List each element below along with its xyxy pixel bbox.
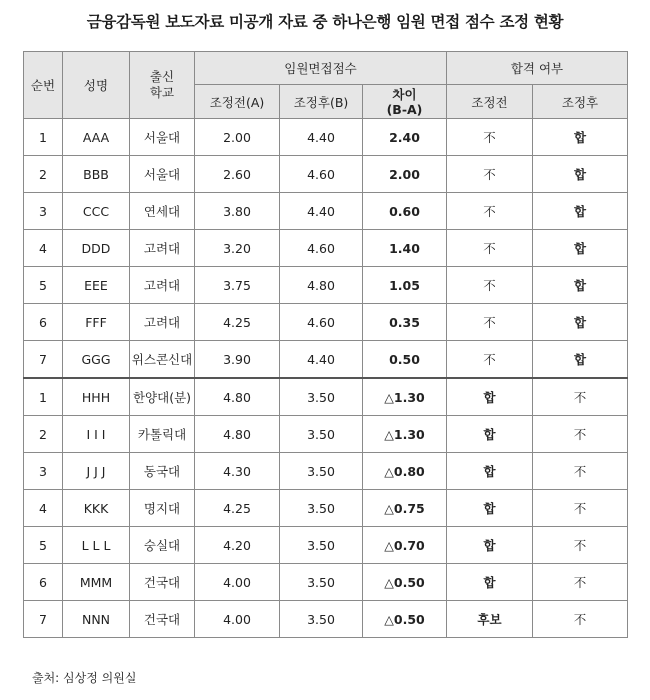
- cell-after: 3.50: [280, 490, 363, 527]
- table-row: [24, 341, 628, 379]
- cell-name: L L L: [63, 527, 130, 564]
- cell-diff: 0.50: [363, 341, 447, 379]
- cell-school: 명지대: [130, 490, 195, 527]
- cell-name: AAA: [63, 119, 130, 156]
- cell-diff: 2.00: [363, 156, 447, 193]
- cell-after: 3.50: [280, 601, 363, 638]
- cell-pass-after: 합: [533, 341, 628, 379]
- header-school: 출신 학교: [130, 52, 195, 119]
- cell-name: J J J: [63, 453, 130, 490]
- cell-pass-after: 不: [533, 527, 628, 564]
- cell-pass-after: 합: [533, 267, 628, 304]
- header-pass-after: 조정후: [533, 85, 628, 119]
- header-no: 순번: [24, 52, 63, 119]
- cell-diff: △0.80: [363, 453, 447, 490]
- cell-name: CCC: [63, 193, 130, 230]
- cell-name: I I I: [63, 416, 130, 453]
- cell-pass-after: 不: [533, 453, 628, 490]
- cell-pass-after: 不: [533, 601, 628, 638]
- cell-school: 한양대(분): [130, 378, 195, 416]
- cell-no: 2: [24, 416, 63, 453]
- cell-name: KKK: [63, 490, 130, 527]
- cell-no: 1: [24, 119, 63, 156]
- cell-before: 3.80: [195, 193, 280, 230]
- cell-pass-after: 합: [533, 193, 628, 230]
- table-body: [24, 119, 628, 638]
- cell-pass-after: 不: [533, 564, 628, 601]
- table-row: [24, 193, 628, 230]
- cell-diff: 0.60: [363, 193, 447, 230]
- cell-school: 고려대: [130, 267, 195, 304]
- cell-before: 4.25: [195, 304, 280, 341]
- cell-pass-before: 합: [447, 416, 533, 453]
- cell-pass-after: 不: [533, 378, 628, 416]
- cell-no: 6: [24, 564, 63, 601]
- table-row: [24, 527, 628, 564]
- cell-before: 4.00: [195, 601, 280, 638]
- cell-name: GGG: [63, 341, 130, 379]
- source-note: 출처: 심상정 의원실: [32, 671, 137, 685]
- table-row: [24, 230, 628, 267]
- cell-no: 4: [24, 230, 63, 267]
- cell-after: 3.50: [280, 416, 363, 453]
- header-pass-before: 조정전: [447, 85, 533, 119]
- cell-school: 카톨릭대: [130, 416, 195, 453]
- cell-no: 5: [24, 267, 63, 304]
- cell-after: 3.50: [280, 378, 363, 416]
- header-diff: 차이 (B-A): [363, 85, 447, 119]
- cell-diff: △0.50: [363, 564, 447, 601]
- cell-no: 7: [24, 341, 63, 379]
- cell-before: 3.20: [195, 230, 280, 267]
- cell-before: 2.00: [195, 119, 280, 156]
- cell-after: 4.80: [280, 267, 363, 304]
- table-row: [24, 304, 628, 341]
- cell-no: 2: [24, 156, 63, 193]
- cell-name: DDD: [63, 230, 130, 267]
- cell-name: EEE: [63, 267, 130, 304]
- cell-diff: △0.75: [363, 490, 447, 527]
- cell-pass-after: 합: [533, 304, 628, 341]
- cell-pass-before: 합: [447, 378, 533, 416]
- header-before-a: 조정전(A): [195, 85, 280, 119]
- cell-before: 4.20: [195, 527, 280, 564]
- cell-pass-before: 합: [447, 564, 533, 601]
- cell-school: 숭실대: [130, 527, 195, 564]
- cell-pass-before: 不: [447, 193, 533, 230]
- cell-pass-before: 합: [447, 490, 533, 527]
- cell-pass-before: 不: [447, 341, 533, 379]
- table-row: [24, 453, 628, 490]
- cell-name: HHH: [63, 378, 130, 416]
- cell-before: 3.90: [195, 341, 280, 379]
- cell-diff: △0.50: [363, 601, 447, 638]
- cell-name: MMM: [63, 564, 130, 601]
- table-header: [24, 52, 628, 119]
- cell-school: 건국대: [130, 564, 195, 601]
- cell-no: 7: [24, 601, 63, 638]
- cell-school: 위스콘신대: [130, 341, 195, 379]
- cell-school: 동국대: [130, 453, 195, 490]
- cell-school: 고려대: [130, 230, 195, 267]
- cell-after: 4.60: [280, 304, 363, 341]
- header-pass-group: 합격 여부: [447, 52, 628, 85]
- cell-no: 3: [24, 453, 63, 490]
- cell-no: 3: [24, 193, 63, 230]
- page-title: 금융감독원 보도자료 미공개 자료 중 하나은행 임원 면접 점수 조정 현황: [86, 13, 564, 31]
- cell-no: 4: [24, 490, 63, 527]
- cell-before: 4.80: [195, 416, 280, 453]
- cell-before: 4.30: [195, 453, 280, 490]
- cell-diff: △0.70: [363, 527, 447, 564]
- cell-pass-after: 합: [533, 156, 628, 193]
- cell-diff: 0.35: [363, 304, 447, 341]
- cell-pass-after: 합: [533, 230, 628, 267]
- cell-before: 2.60: [195, 156, 280, 193]
- table-row: [24, 156, 628, 193]
- cell-pass-after: 不: [533, 416, 628, 453]
- cell-before: 4.00: [195, 564, 280, 601]
- cell-school: 서울대: [130, 156, 195, 193]
- cell-diff: △1.30: [363, 416, 447, 453]
- cell-name: NNN: [63, 601, 130, 638]
- cell-pass-after: 합: [533, 119, 628, 156]
- cell-pass-before: 不: [447, 119, 533, 156]
- cell-before: 4.80: [195, 378, 280, 416]
- cell-diff: 2.40: [363, 119, 447, 156]
- cell-pass-before: 합: [447, 453, 533, 490]
- cell-after: 4.60: [280, 156, 363, 193]
- cell-pass-after: 不: [533, 490, 628, 527]
- cell-pass-before: 不: [447, 156, 533, 193]
- header-score-group: 임원면접점수: [195, 52, 447, 85]
- cell-no: 1: [24, 378, 63, 416]
- cell-pass-before: 합: [447, 527, 533, 564]
- cell-after: 4.40: [280, 341, 363, 379]
- cell-after: 4.40: [280, 119, 363, 156]
- cell-diff: △1.30: [363, 378, 447, 416]
- cell-name: FFF: [63, 304, 130, 341]
- cell-no: 5: [24, 527, 63, 564]
- cell-diff: 1.40: [363, 230, 447, 267]
- table-row: [24, 490, 628, 527]
- cell-after: 3.50: [280, 564, 363, 601]
- header-after-b: 조정후(B): [280, 85, 363, 119]
- cell-after: 3.50: [280, 453, 363, 490]
- cell-pass-before: 후보: [447, 601, 533, 638]
- cell-after: 3.50: [280, 527, 363, 564]
- cell-before: 3.75: [195, 267, 280, 304]
- cell-school: 서울대: [130, 119, 195, 156]
- cell-name: BBB: [63, 156, 130, 193]
- cell-school: 고려대: [130, 304, 195, 341]
- header-name: 성명: [63, 52, 130, 119]
- cell-pass-before: 不: [447, 267, 533, 304]
- cell-after: 4.60: [280, 230, 363, 267]
- cell-no: 6: [24, 304, 63, 341]
- cell-pass-before: 不: [447, 230, 533, 267]
- table-row: [24, 416, 628, 453]
- cell-pass-before: 不: [447, 304, 533, 341]
- table-row: [24, 267, 628, 304]
- cell-diff: 1.05: [363, 267, 447, 304]
- table-row: [24, 119, 628, 156]
- table-row: [24, 601, 628, 638]
- cell-after: 4.40: [280, 193, 363, 230]
- cell-school: 연세대: [130, 193, 195, 230]
- cell-before: 4.25: [195, 490, 280, 527]
- table-row: [24, 564, 628, 601]
- score-adjustment-table: [23, 51, 628, 638]
- cell-school: 건국대: [130, 601, 195, 638]
- table-row: [24, 378, 628, 416]
